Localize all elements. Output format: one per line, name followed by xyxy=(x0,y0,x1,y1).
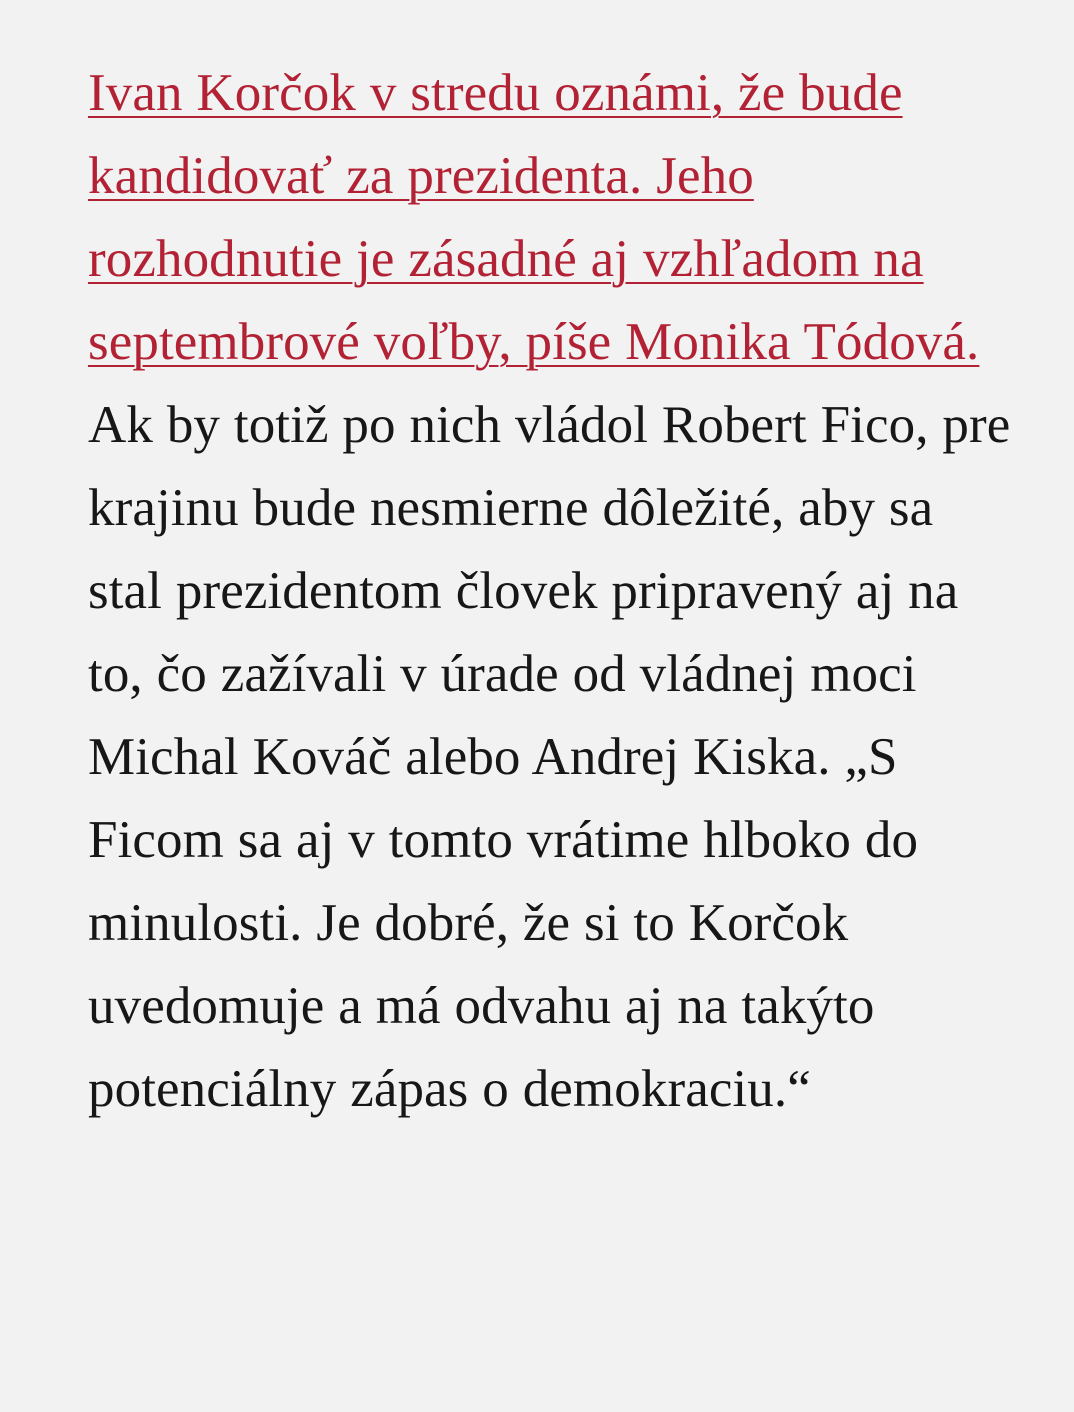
lead-paragraph xyxy=(88,52,1018,1131)
article-lead-block xyxy=(88,52,1018,1131)
lead-article-link[interactable]: Ivan Korčok v stredu oznámi, že bude kandidovať za prezidenta. Jeho rozhodnutie je zásadné aj vzhľadom na septembrové voľby, píše Monika Tódová. xyxy=(88,64,980,371)
lead-body-text: Ak by totiž po nich vládol Robert Fico, pre krajinu bude nesmierne dôležité, aby sa stal prezidentom človek pripravený aj na to, čo zažívali v úrade od vládnej moci Michal Kováč alebo Andrej Kiska. „S Ficom sa aj v tomto vrátime hlboko do minulosti. Je dobré, že si to Korčok uvedomuje a má odvahu aj na takýto potenciálny zápas o demokraciu.“ xyxy=(88,396,1011,1118)
